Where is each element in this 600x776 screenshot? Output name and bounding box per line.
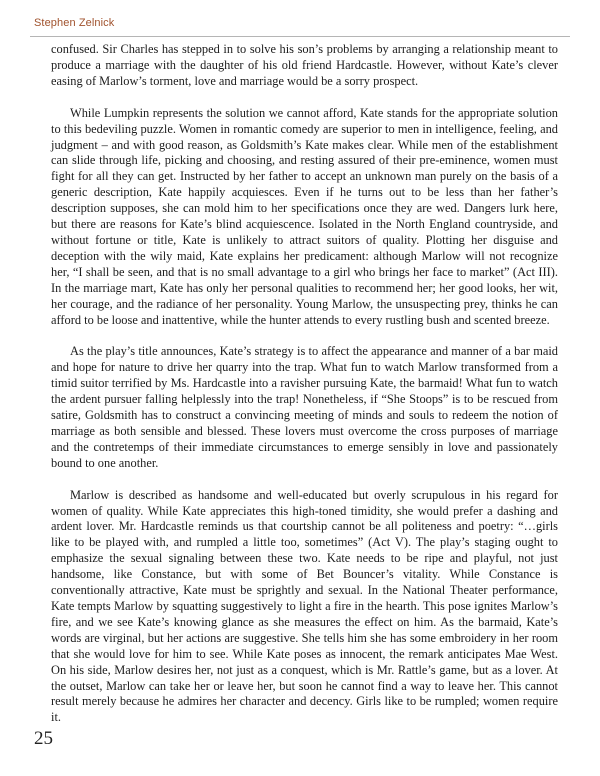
paragraph-marlow-description: Marlow is described as handsome and well-educated but overly scrupulous in his regard for women of quality. While Kate appreciates this high-toned timidity, she would prefer a dashing and ardent lover. Mr. Hardcastle reminds us that courtship cannot be all politeness and poetry: “…girls like to be played with, and rumpled a little too, sometimes” (Act V). The play’s staging ought to emphasize the sexual signaling between these two. Kate needs to be ripe and playful, not just handsome, like Constance, but with some of Bet Bouncer’s vitality. While Constance is conventionally attractive, Kate must be sprightly and sexual. In the National Theater performance, Kate tempts Marlow by squatting suggestively to light a fire in the hearth. This pose ignites Marlow’s fire, and we see Kate’s knowing glance as she measures the effect on him. As the barmaid, Kate’s words are virginal, but her actions are suggestive. She tells him she has some embroidery in her room that she would love for him to see. While Kate poses as innocent, the remark anticipates Mae West. On his side, Marlow desires her, not just as a conquest, which is Mr. Rattle’s game, but as a lover. At the outset, Marlow can take her or leave her, but soon he cannot find a way to leave her. This cannot result merely because he admires her character and decency. Girls like to be rumpled; women require it.	[51, 487, 558, 725]
header-rule	[30, 36, 570, 37]
running-header: Stephen Zelnick	[34, 17, 115, 29]
body-text	[51, 42, 558, 726]
paragraph-kate-strategy: As the play’s title announces, Kate’s strategy is to affect the appearance and manner of a bar maid and hope for nature to drive her quarry into the trap. What fun to watch Marlow transformed from a timid suitor terrified by Ms. Hardcastle into a ravisher pursuing Kate, the barmaid! What fun to watch the ardent pursuer falling helplessly into the trap! Nonetheless, if “She Stoops” is to be rescued from satire, Goldsmith has to construct a convincing meeting of minds and souls to redeem the notion of marriage as both sensible and blessed. These lovers must overcome the cross purposes of marriage and the contretemps of their immediate circumstances to emerge sensibly in love and passionately bound to one another.	[51, 344, 558, 470]
paragraph-lumpkin-solution: While Lumpkin represents the solution we cannot afford, Kate stands for the appropriate solution to this bedeviling puzzle. Women in romantic comedy are superior to men in intelligence, feeling, and judgment – and with good reason, as Goldsmith’s Kate makes clear. While men of the establishment can slide through life, picking and choosing, and resting assured of their pre-eminence, women must fight for all they can get. Instructed by her father to accept an unknown man purely on the basis of a generic description, Kate happily acquiesces. Even if he turns out to be less than her father’s description supposes, she can mold him to her specifications once they are wed. Dangers lurk here, but there are reasons for Kate’s blind acquiescence. Isolated in the North England countryside, and without fortune or title, Kate is unlikely to attract suitors of quality. Plotting her disguise and deception with the wily maid, Kate explains her predicament: although Marlow will not recognize her, “I shall be seen, and that is no small advantage to a girl who brings her face to market” (Act III). In the marriage mart, Kate has only her personal qualities to recommend her; her good looks, her wit, her courage, and the radiance of her personality. Young Marlow, the unsuspecting prey, thinks he can afford to be loose and inattentive, while the hunter attends to every rustling bush and scented breeze.	[51, 105, 558, 327]
paragraph-continuation: confused. Sir Charles has stepped in to solve his son’s problems by arranging a relationship meant to produce a marriage with the daughter of his old friend Hardcastle. However, without Kate’s clever easing of Marlow’s torment, love and marriage would be a sorry prospect.	[51, 42, 558, 88]
page-number: 25	[34, 728, 53, 749]
